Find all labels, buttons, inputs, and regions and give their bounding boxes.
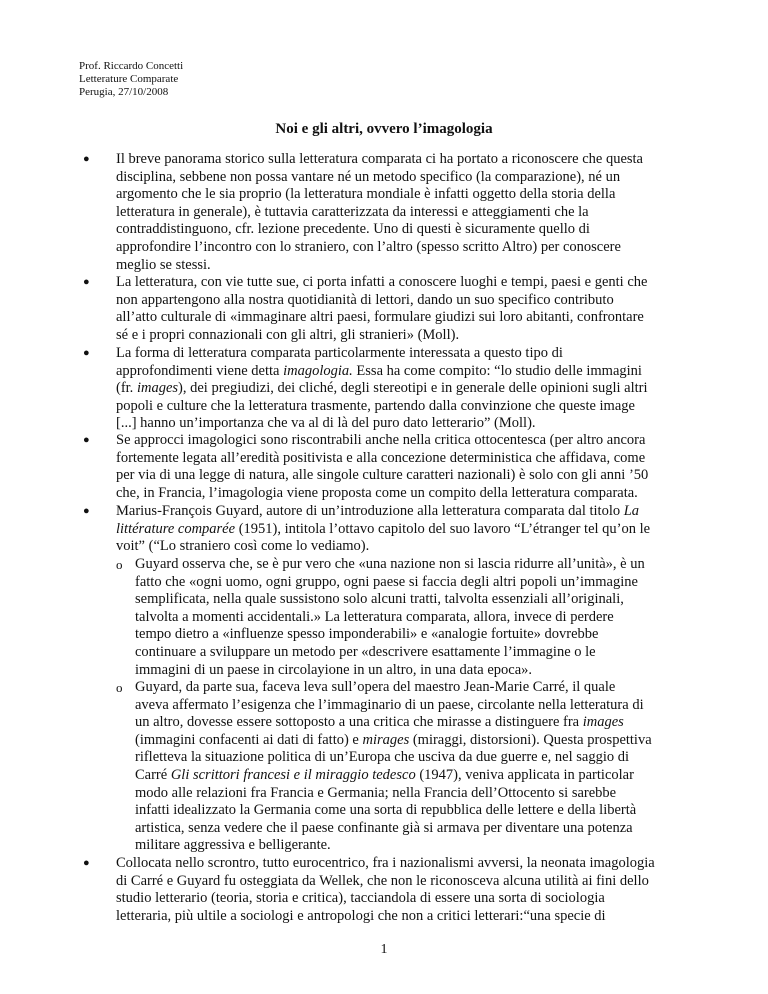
- text-line: sé e i propri connazionali con gli altri, gli stranieri» (Moll).: [116, 326, 460, 343]
- text-line: che, in Francia, l’imagologia viene proposta come un compito della letteratura comparata.: [116, 484, 638, 501]
- text-line: non appartengono alla nostra quotidianità di lettori, dando un suo specifico contributo: [116, 291, 614, 308]
- text-line: approfondire l’incontro con lo straniero, con l’altro (spesso scritto Altro) per conoscere: [116, 238, 621, 255]
- text-line: (immagini confacenti ai dati di fatto) e mirages (miraggi, distorsioni). Questa prospettiva: [135, 731, 652, 748]
- text-line: voit” (“Lo straniero così come lo vediamo).: [116, 538, 370, 555]
- text-line: per via di una legge di natura, alle singole culture caratteri nazionali) è solo con gli anni ’50: [116, 467, 649, 484]
- text-line: letteratura in generale), è tuttavia caratterizzata da interessi e atteggiamenti che la: [116, 203, 589, 220]
- text-line: infatti idealizzato la Germania come una sorta di repubblica delle lettere e della libertà: [135, 802, 637, 819]
- document-header: [79, 60, 183, 99]
- text-line: di Carré e Guyard fu osteggiata da Wellek, che non le riconosceva alcuna utilità ai fini dello: [116, 872, 649, 889]
- text-line: all’atto culturale di «immaginare altri paesi, formulare giudizi sui loro abitanti, confrontare: [116, 309, 644, 326]
- text-line: Guyard osserva che, se è pur vero che «una nazione non si lascia ridurre all’unità», è un: [135, 556, 645, 572]
- bullet-icon: ●: [83, 505, 90, 517]
- text-line: continuare a sviluppare un metodo per «descrivere esattamente l’immagine o le: [135, 643, 596, 660]
- text-line: La letteratura, con vie tutte sue, ci porta infatti a conoscere luoghi e tempi, paesi e genti che: [116, 274, 648, 290]
- text-line: Guyard, da parte sua, faceva leva sull’opera del maestro Jean-Marie Carré, il quale: [135, 679, 616, 695]
- text-line: popoli e culture che la letteratura trasmente, partendo dalla convinzione che queste image: [116, 397, 635, 414]
- text-line: tempo dietro a «influenze spesso imponderabili» e «analogie fortuite» dovrebbe: [135, 626, 599, 643]
- text-line: Il breve panorama storico sulla letteratura comparata ci ha portato a riconoscere che questa: [116, 151, 643, 167]
- text-line: semplificata, nella quale sussistono solo alcuni tratti, talvolta essenziali all’originali,: [135, 591, 624, 608]
- bullet-icon: ●: [83, 347, 90, 359]
- circle-bullet-icon: o: [116, 680, 123, 695]
- text-line: fatto che «ogni uomo, ogni gruppo, ogni paese si faccia degli altri popoli un’immagine: [135, 573, 638, 590]
- bullet-icon: ●: [83, 857, 90, 869]
- text-line: Carré Gli scrittori francesi e il miraggio tedesco (1947), veniva applicata in particolar: [135, 766, 634, 783]
- text-line: Marius-François Guyard, autore di un’introduzione alla letteratura comparata dal titolo La: [116, 503, 640, 519]
- place-date-line: Perugia, 27/10/2008: [79, 86, 169, 98]
- list-item: [83, 151, 706, 274]
- text-line: (fr. images), dei pregiudizi, dei cliché, degli stereotipi e in generale delle opinioni sugli altri: [116, 380, 648, 397]
- text-line: talvolta a momenti accidentali.» La letteratura comparata, allora, invece di perdere: [135, 608, 614, 625]
- text-line: approfondimenti viene detta imagologia. Essa ha come compito: “lo studio delle immagini: [116, 362, 642, 379]
- text-line: un altro, dovesse essere sottoposto a una critica che mirasse a distinguere fra images: [135, 714, 624, 731]
- circle-bullet-icon: o: [116, 557, 123, 572]
- list-item: [83, 345, 706, 433]
- sub-list-item: [116, 679, 706, 855]
- text-line: modo alle relazioni fra Francia e Germania; nella Francia dell’Ottocento si sarebbe: [135, 784, 617, 801]
- page-number: 1: [380, 942, 388, 957]
- text-line: disciplina, sebbene non possa vantare né un metodo specifico (la comparazione), né un: [116, 168, 621, 185]
- text-line: letteraria, più ultile a sociologi e antropologi che non a critici letterari:“una specie di: [116, 907, 606, 924]
- course-line: Letterature Comparate: [79, 73, 179, 85]
- text-line: La forma di letteratura comparata particolarmente interessata a questo tipo di: [116, 345, 563, 361]
- text-line: rifletteva la situazione politica di un’Europa che usciva da due guerre e, nel saggio di: [135, 749, 630, 766]
- text-line: contraddistinguono, cfr. lezione precedente. Uno di questi è sicuramente quello di: [116, 221, 590, 238]
- text-line: Se approcci imagologici sono riscontrabili anche nella critica ottocentesca (per altro ancora: [116, 432, 646, 448]
- document-title: Noi e gli altri, ovvero l’imagologia: [275, 121, 493, 137]
- text-line: militare aggressiva e belligerante.: [135, 837, 331, 854]
- text-line: artistica, senza vedere che il paese confinante già si armava per diventare una potenza: [135, 819, 633, 836]
- list-item: [83, 274, 706, 344]
- text-line: aveva affermato l’esigenza che l’immaginario di un paese, circolante nella letteratura di: [135, 696, 644, 713]
- bullet-icon: ●: [83, 276, 90, 288]
- text-line: fortemente legata all’eredità positivista e alla concezione deterministica che affidava, come: [116, 449, 646, 466]
- bullet-icon: ●: [83, 434, 90, 446]
- list-item: [83, 432, 706, 502]
- text-line: immagini di un paese in circolayione in un altro, in una data epoca».: [135, 661, 533, 678]
- text-line: Collocata nello scrontro, tutto eurocentrico, fra i nazionalismi avversi, la neonata imagologia: [116, 855, 655, 871]
- author-line: Prof. Riccardo Concetti: [79, 60, 184, 72]
- text-line: meglio se stessi.: [116, 256, 211, 273]
- text-line: studio letterario (teoria, storia e critica), tacciandola di essere una sorta di sociologia: [116, 890, 605, 907]
- sub-list-item: [116, 556, 706, 679]
- text-line: littérature comparée (1951), intitola l’ottavo capitolo del suo lavoro “L’étranger tel qu’on le: [116, 520, 651, 537]
- text-line: argomento che le sia proprio (la letteratura mondiale è infatti oggetto della storia della: [116, 186, 616, 203]
- bullet-icon: ●: [83, 153, 90, 165]
- list-item: [83, 855, 706, 925]
- list-item: [83, 503, 706, 854]
- text-line: [...] hanno un’importanza che va al di là del puro dato letterario” (Moll).: [116, 415, 536, 432]
